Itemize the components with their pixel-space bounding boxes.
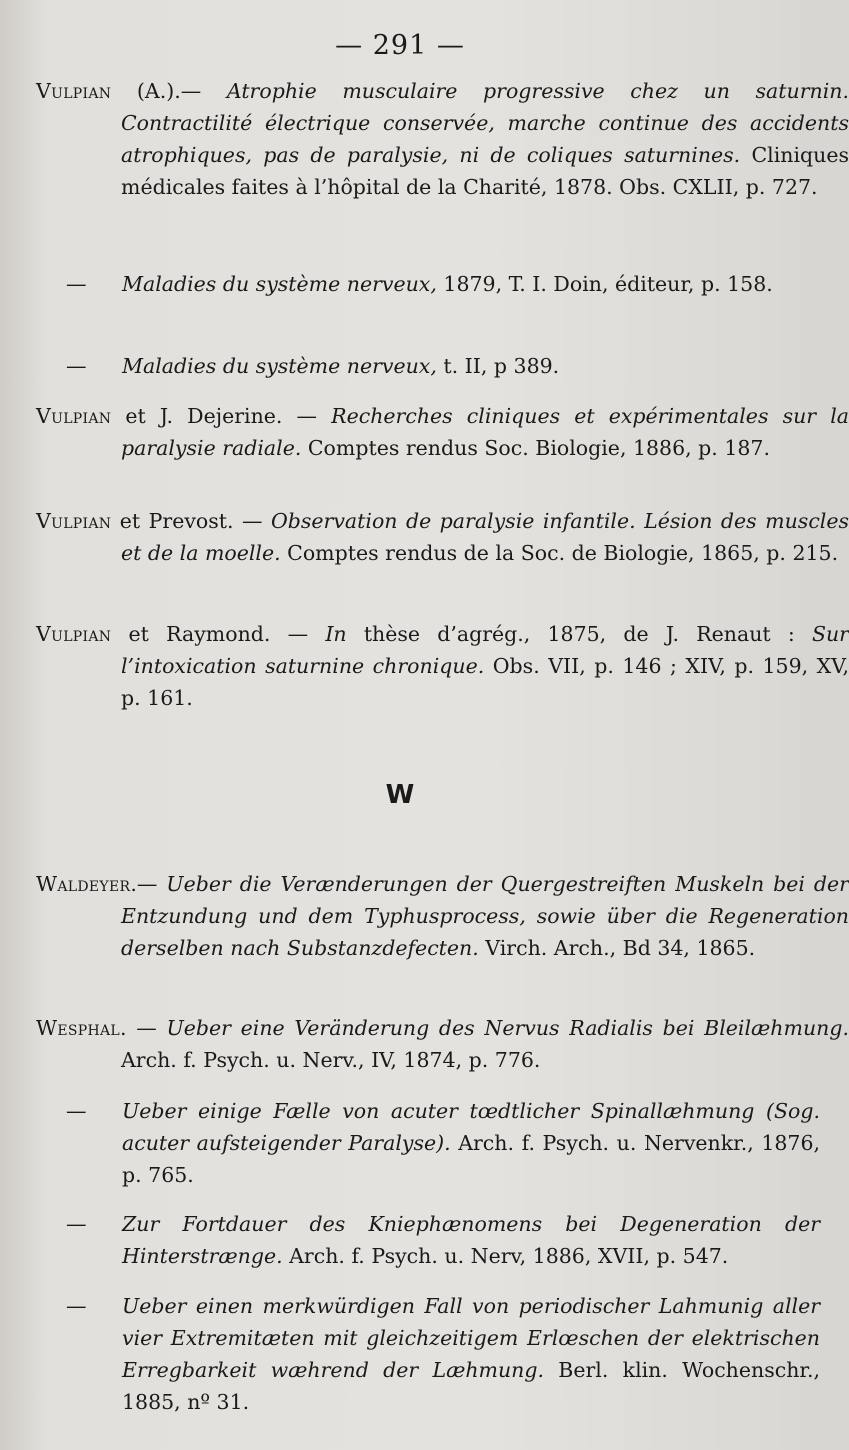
entry-title: Ueber einige Fælle von acuter tœdtlicher Spinallæhmung (Sog. acuter aufsteigender Paralyse). — [122, 1099, 820, 1155]
ditto-dash: — — [66, 1294, 87, 1318]
entry-author: Vulpian — [36, 622, 112, 646]
bibliography-entry — [36, 1012, 849, 1076]
ditto-dash: — — [66, 354, 87, 378]
bibliography-entry — [36, 618, 849, 714]
bibliography-entry — [36, 400, 849, 464]
entry-author: Vulpian — [36, 509, 112, 533]
entry-source: Cliniques médicales faites à l’hôpital de la Charité, 1878. Obs. CXLII, p. 727. — [121, 143, 849, 199]
entry-title: In — [325, 622, 347, 646]
bibliography-entry — [36, 868, 849, 964]
entry-source: thèse d’agrég., 1875, de J. Renaut : — [346, 622, 812, 646]
entry-author: Vulpian — [36, 79, 112, 103]
entry-source-2: Obs. VII, p. 146 ; XIV, p. 159, XV, p. 161. — [121, 654, 849, 710]
ditto-dash: — — [66, 272, 87, 296]
bibliography-entry — [36, 505, 849, 569]
ditto-dash: — — [66, 1099, 87, 1123]
entry-authors-rest: (A.).— — [111, 79, 227, 103]
entry-title: Observation de paralysie infantile. Lésion des muscles et de la moelle. — [121, 509, 849, 565]
entry-title: Zur Fortdauer des Kniephænomens bei Degeneration der Hinterstrænge. — [122, 1212, 820, 1268]
entry-title: Maladies du système nerveux, — [122, 272, 437, 296]
entry-title: Ueber eine Veränderung des Nervus Radialis bei Bleilæhmung. — [166, 1016, 849, 1040]
entry-title: Maladies du système nerveux, — [122, 354, 437, 378]
section-letter: W — [385, 780, 415, 810]
page-number: — 291 — — [335, 30, 465, 61]
entry-title: Ueber einen merkwürdigen Fall von periodischer Lahmunig aller vier Extremitæten mit gleichzeitigem Erlœschen der elektrischen Erregbarkeit wæhrend der Læhmung. — [122, 1294, 820, 1382]
entry-source: Berl. klin. Wochenschr., 1885, nº 31. — [122, 1358, 820, 1414]
entry-authors-rest: .— — [130, 872, 167, 896]
entry-source: Arch. f. Psych. u. Nervenkr., 1876, p. 765. — [122, 1131, 821, 1187]
entry-author: Vulpian — [36, 404, 112, 428]
entry-title: Atrophie musculaire progressive chez un saturnin. Contractilité électrique conservée, marche continue des accidents atrophiques, pas de paralysie, ni de coliques saturnines. — [121, 79, 849, 167]
bibliography-entry — [66, 350, 820, 382]
entry-title-2: Sur l’intoxication saturnine chronique. — [121, 622, 849, 678]
bibliography-entry — [66, 1095, 820, 1191]
entry-authors-rest: et J. Dejerine. — — [111, 404, 332, 428]
entry-source: Comptes rendus de la Soc. de Biologie, 1865, p. 215. — [280, 541, 839, 565]
entry-source: Arch. f. Psych. u. Nerv., IV, 1874, p. 776. — [121, 1048, 541, 1072]
entry-author: Wesphal — [36, 1016, 121, 1040]
bibliography-entry — [66, 1290, 820, 1418]
entry-title: Ueber die Verænderungen der Quergestreiften Muskeln bei der Entzundung und dem Typhusprocess, sowie über die Regeneration derselben nach Substanzdefecten. — [121, 872, 849, 960]
entry-source: Arch. f. Psych. u. Nerv, 1886, XVII, p. 547. — [282, 1244, 729, 1268]
entry-authors-rest: et Raymond. — — [111, 622, 326, 646]
entry-source: t. II, p 389. — [436, 354, 560, 378]
bibliography-entry — [66, 268, 820, 300]
entry-author: Waldeyer — [36, 872, 131, 896]
entry-source: Comptes rendus Soc. Biologie, 1886, p. 187. — [301, 436, 770, 460]
entry-source: Virch. Arch., Bd 34, 1865. — [478, 936, 756, 960]
bibliography-entry — [36, 75, 849, 203]
entry-title: Recherches cliniques et expérimentales sur la paralysie radiale. — [121, 404, 849, 460]
entry-source: 1879, T. I. Doin, éditeur, p. 158. — [436, 272, 773, 296]
ditto-dash: — — [66, 1212, 87, 1236]
entry-authors-rest: . — — [120, 1016, 167, 1040]
bibliography-entry — [66, 1208, 820, 1272]
entry-authors-rest: et Prevost. — — [111, 509, 271, 533]
